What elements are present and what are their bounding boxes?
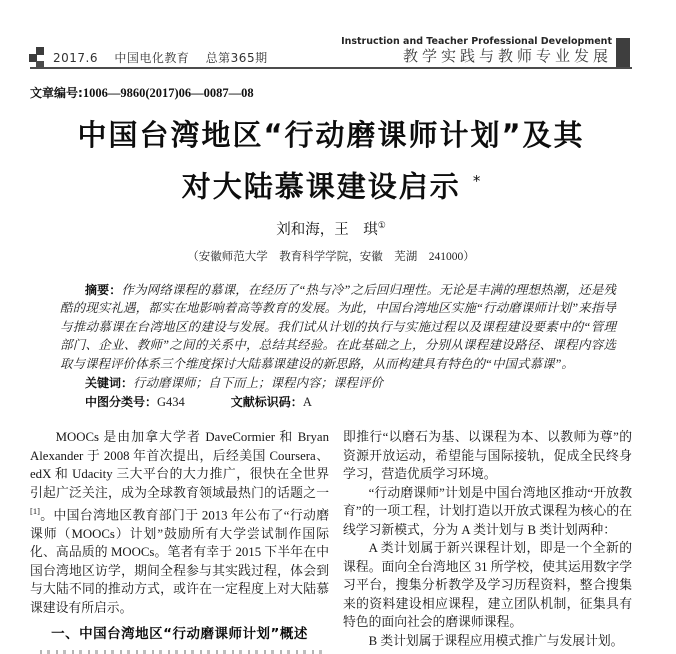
doc-code-value: A xyxy=(302,395,312,410)
header-rule xyxy=(30,67,632,69)
citation-1: [1] xyxy=(30,506,40,517)
doc-code-label: 文献标识码： xyxy=(230,395,303,410)
abstract-text: 作为网络课程的慕课，在经历了“热与冷”之后回归理性。无论是丰满的理想热潮，还是残酷的现实礼遇，都实在地影响着高等教育的发展。为此，中国台湾地区实施“行动磨课师计划”来指导与推动慕课在台湾地区的建设与发展。我们试从计划的执行与实施过程以及课程建设要素中的“管理部门、企业、教师”之间的关系中，总结其经验。在此基础之上，分别从课程建设路径、课程内容选取与课程评价体系三个维度探讨大陆慕课建设的新思路，从而构建具有特色的“中国式慕课”。 xyxy=(60,282,616,371)
header-accent-bar xyxy=(616,38,630,67)
article-number-label: 文章编号: xyxy=(30,86,83,100)
author-names: 刘和海，王 琪 xyxy=(276,221,378,238)
intro-paragraph: MOOCs 是由加拿大学者 DaveCormier 和 Bryan Alexander 于 2008 年首次提出，后经美国 Coursera、edX 和 Udacity 三大平台的大力推广，很快在全世界引起广泛关注，成为全球教育领域最热门的话题之一[1]。中国台湾地区教育部门于 2013 年公布了“行动磨课师（MOOCs）计划”鼓励所有大学尝试制作国际化、高品质的 MOOCs。笔者有幸于 2015 下半年在中国台湾地区访学，期间全程参与其实践过程，体会到与大陆不同的推动方式，或许在一定程度上对大陆慕课建设有所启示。 xyxy=(30,430,329,615)
article-content xyxy=(30,112,632,654)
plan-overview-paragraph: “行动磨课师”计划是中国台湾地区推动“开放教育”的一项工程，计划打造以开放式课程为核心的在线学习新模式，分为 A 类计划与 B 类计划两种： xyxy=(343,485,632,537)
issue-number: 2017.6 xyxy=(53,51,98,65)
clc-label: 中图分类号： xyxy=(85,395,158,410)
article-title xyxy=(30,112,632,210)
article-number xyxy=(30,84,254,101)
section-title-en: Instruction and Teacher Professional Development xyxy=(341,36,612,47)
continuation-paragraph: 即推行“以磨石为基、以课程为本、以教师为尊”的资源开放运动，希望能与国际接轨，促成全民终身学习，营造优质学习环境。 xyxy=(343,430,632,482)
clc-value: G434 xyxy=(157,395,185,410)
section-title-zh: 教学实践与教师专业发展 xyxy=(402,49,612,65)
volume-number: 总第365期 xyxy=(205,51,268,65)
abstract-paragraph xyxy=(60,281,616,374)
affiliation-line: （安徽师范大学 教育科学学院，安徽 芜湖 241000） xyxy=(187,250,475,263)
clipped-text-line xyxy=(40,650,325,654)
section-1-heading: 一、中国台湾地区“行动磨课师计划”概述 xyxy=(51,626,308,643)
keywords-line xyxy=(60,374,616,393)
article-number-value: 1006—9860(2017)06—0087—08 xyxy=(82,86,254,100)
plan-a-paragraph: A 类计划属于新兴课程计划，即是一个全新的课程。面向全台湾地区 31 所学校，使其运用数字学习平台，搜集分析教学及学习历程资料，整合搜集来的资料建设相应课程，建立团队机制，征集具有特色的面向社会的磨课师课程。 xyxy=(343,541,632,630)
abstract-block xyxy=(60,281,616,413)
author-line xyxy=(30,218,632,239)
title-footnote-marker: * xyxy=(472,172,481,190)
abstract-label: 摘要： xyxy=(85,282,122,297)
section-banner xyxy=(341,36,612,67)
title-line-2: 对大陆慕课建设启示 * xyxy=(181,169,481,204)
author-note-marker: ① xyxy=(377,219,386,230)
body-column-left xyxy=(30,428,329,654)
keywords-label: 关键词： xyxy=(85,376,134,391)
title-line-1: 中国台湾地区“行动磨课师计划”及其 xyxy=(77,118,585,152)
plan-b-paragraph: B 类计划属于课程应用模式推广与发展计划。 xyxy=(368,633,624,648)
body-columns xyxy=(30,428,632,654)
journal-name: 中国电化教育 xyxy=(114,51,190,65)
classification-line xyxy=(60,393,616,412)
keywords-text: 行动磨课师；自下而上；课程内容；课程评价 xyxy=(133,376,384,391)
journal-issue-line xyxy=(53,49,280,66)
body-column-right xyxy=(343,428,632,654)
